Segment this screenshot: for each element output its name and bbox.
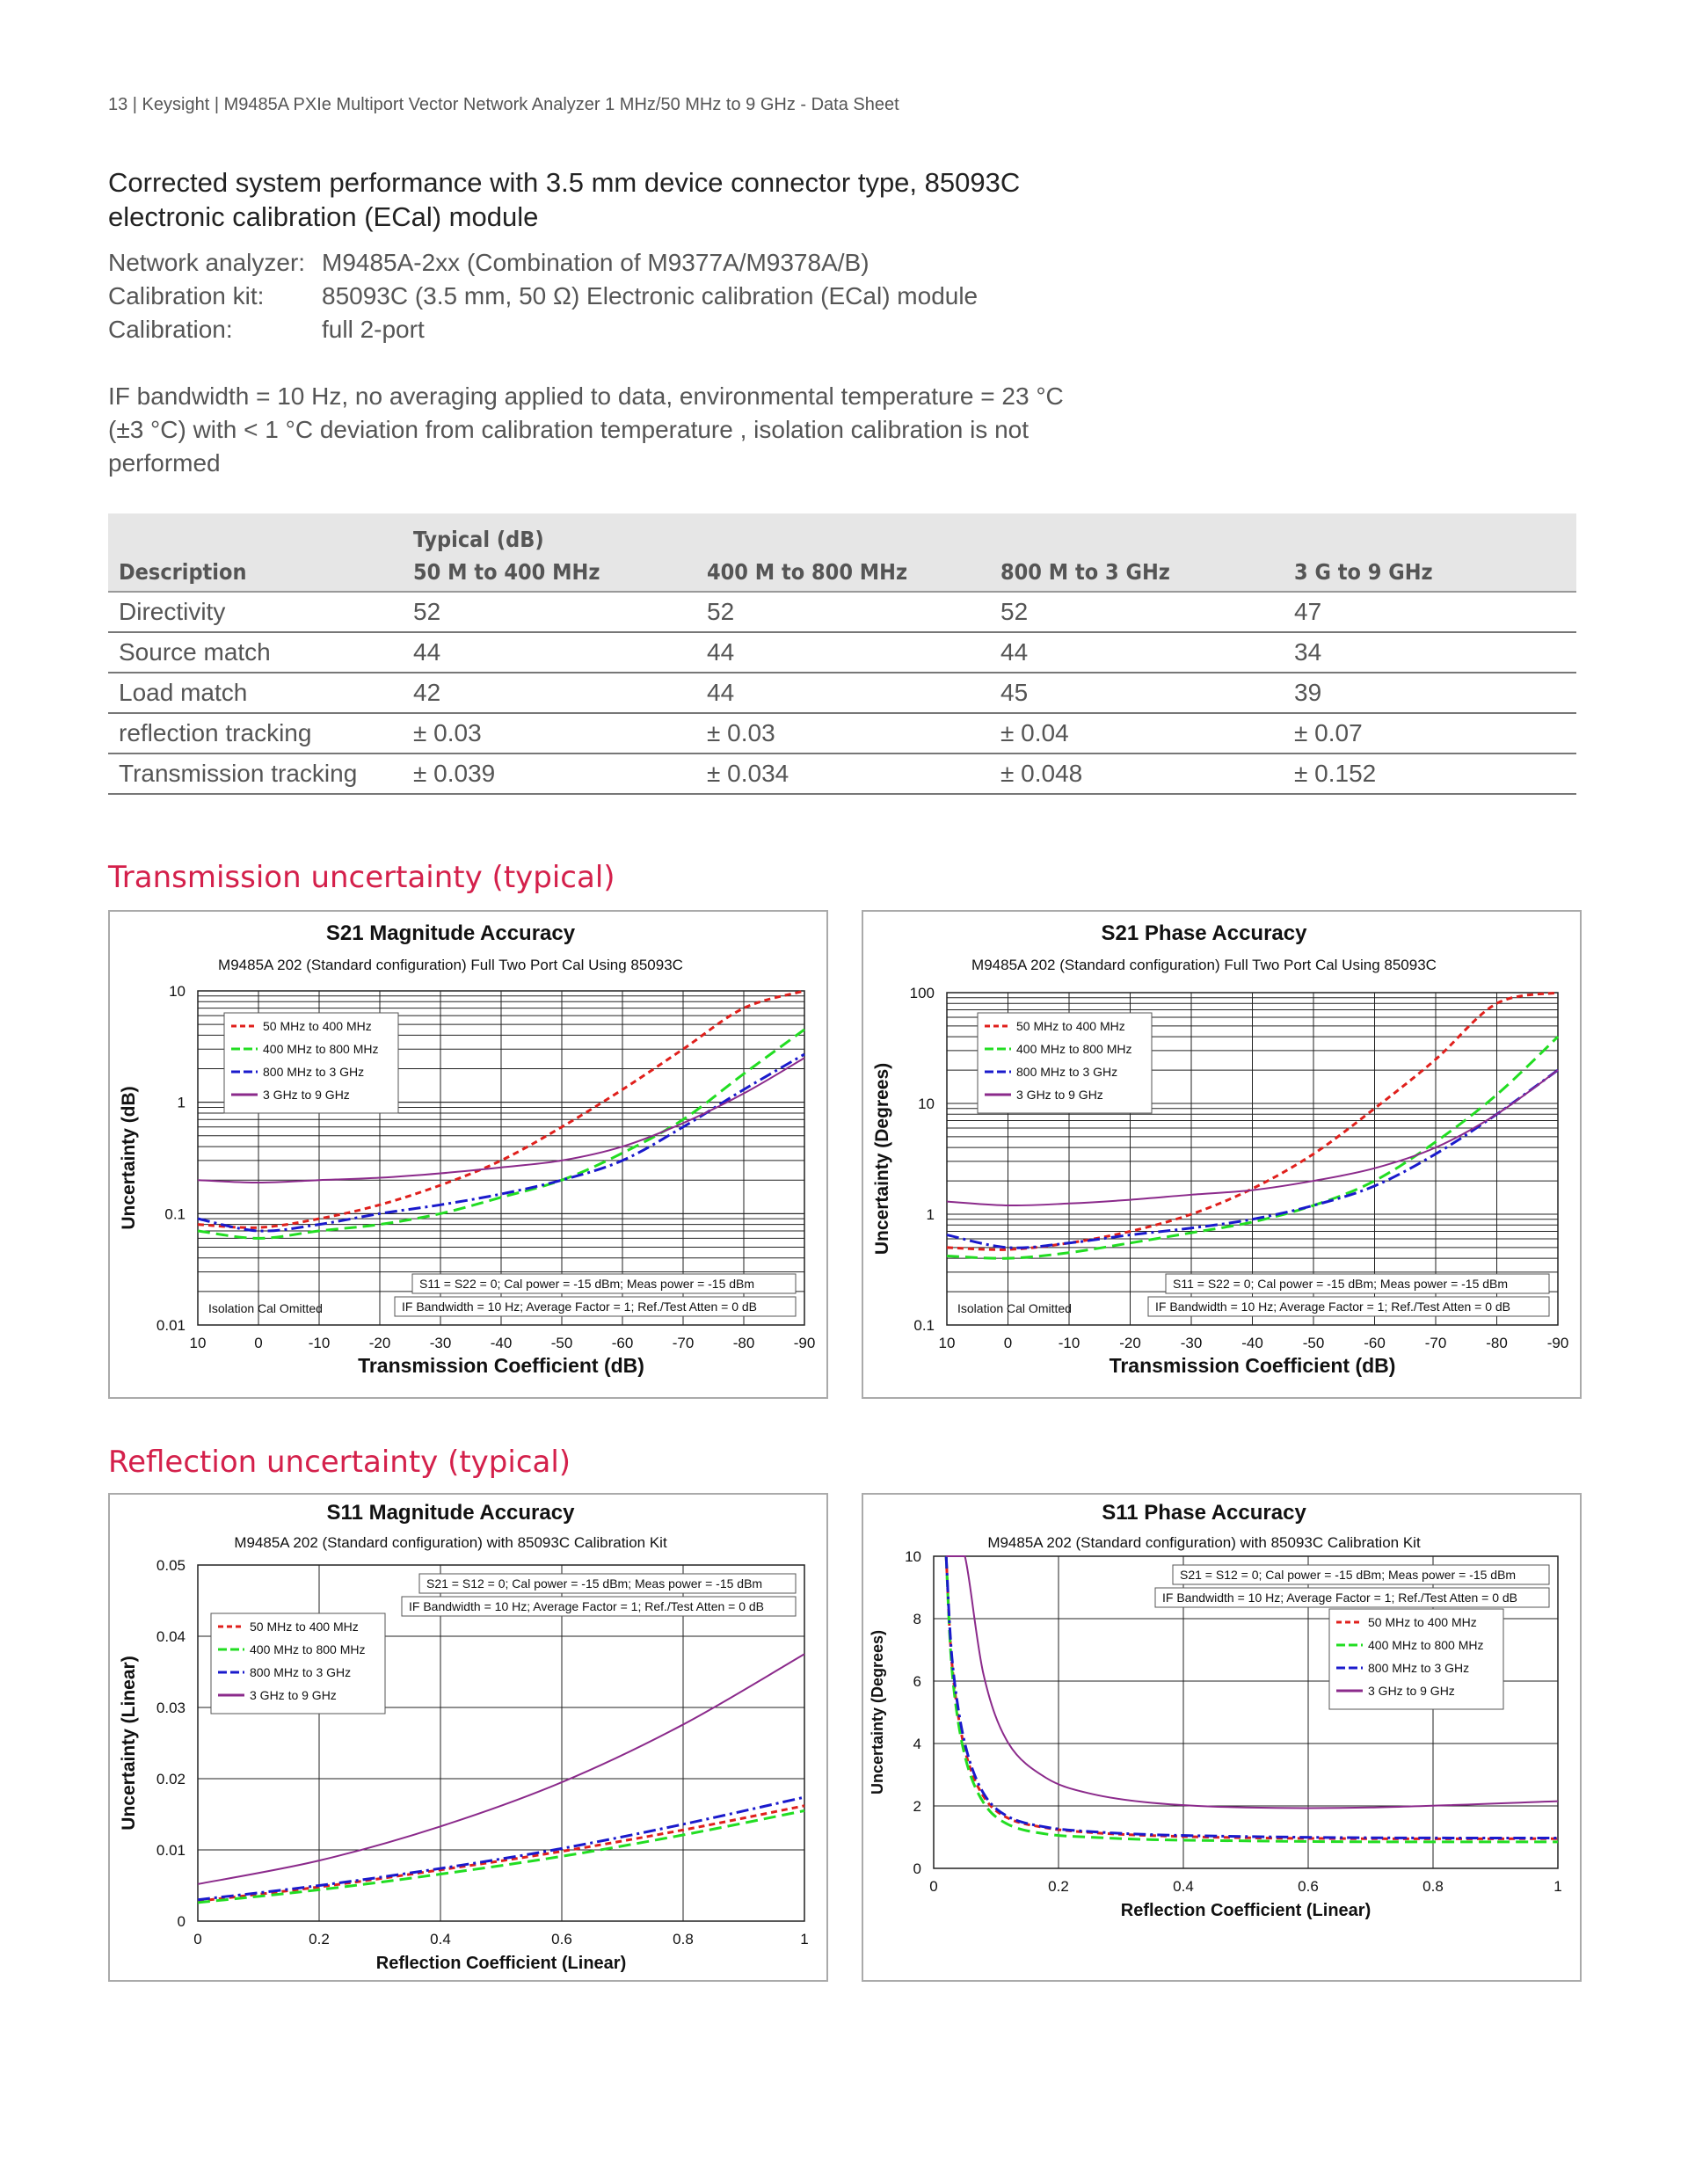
x-tick-label: 0.2 (1048, 1878, 1069, 1895)
table-header-row (108, 513, 1576, 552)
y-axis-label: Uncertainty (Degrees) (869, 1629, 886, 1795)
legend-label: 400 MHz to 800 MHz (263, 1042, 379, 1056)
legend-label: 50 MHz to 400 MHz (263, 1019, 372, 1033)
table-cell: Transmission tracking (108, 753, 403, 794)
chart-title: S11 Phase Accuracy (1102, 1501, 1306, 1525)
x-tick-label: 0 (1003, 1335, 1013, 1351)
x-tick-label: -70 (1424, 1335, 1447, 1351)
note-text: IF Bandwidth = 10 Hz; Average Factor = 1; Ref./Test Atten = 0 dB (409, 1599, 765, 1613)
table-cell: ± 0.152 (1284, 753, 1576, 794)
legend-label: 800 MHz to 3 GHz (263, 1065, 365, 1079)
legend-label: 50 MHz to 400 MHz (1368, 1615, 1477, 1629)
chart-subtitle: M9485A 202 (Standard configuration) Full Two Port Cal Using 85093C (971, 957, 1437, 973)
table-cell: 44 (696, 632, 990, 673)
x-tick-label: 1 (1553, 1878, 1562, 1895)
chart-s21-phase (862, 910, 1582, 1399)
x-tick-label: -80 (1486, 1335, 1508, 1351)
table-row (108, 592, 1576, 632)
conditions-paragraph: IF bandwidth = 10 Hz, no averaging applied to data, environmental temperature = 23 °C (±3 °C) with < 1 °C deviation from calibration temperature , isolation calibration is not performed (108, 382, 1064, 477)
note-text: S11 = S22 = 0; Cal power = -15 dBm; Meas power = -15 dBm (419, 1277, 755, 1291)
table-cell: ± 0.03 (696, 713, 990, 753)
legend-label: 50 MHz to 400 MHz (1016, 1019, 1125, 1033)
x-axis-label: Transmission Coefficient (dB) (358, 1354, 644, 1377)
y-tick-label: 1 (926, 1206, 935, 1223)
y-tick-label: 0.01 (156, 1317, 186, 1334)
setup-label: Calibration: (108, 316, 233, 343)
section-heading-reflection: Reflection uncertainty (typical) (108, 1445, 571, 1480)
chart-svg (110, 912, 826, 1397)
table-cell: 52 (990, 592, 1284, 632)
legend-label: 400 MHz to 800 MHz (250, 1642, 366, 1656)
y-tick-label: 0.1 (913, 1317, 935, 1334)
y-tick-label: 10 (918, 1096, 935, 1112)
chart-title: S21 Magnitude Accuracy (325, 921, 576, 945)
y-tick-label: 0.1 (164, 1205, 186, 1223)
y-tick-label: 0.04 (156, 1628, 186, 1645)
table-header-cell: Description (108, 552, 403, 592)
series-line (198, 1797, 804, 1900)
y-axis-label: Uncertainty (dB) (119, 1086, 139, 1230)
y-tick-label: 100 (909, 985, 935, 1001)
setup-row-calkit (108, 280, 978, 313)
setup-value: full 2-port (322, 316, 425, 343)
table-header-cell: 400 M to 800 MHz (696, 552, 990, 592)
x-tick-label: 0.6 (551, 1931, 572, 1947)
y-tick-label: 8 (913, 1611, 921, 1627)
legend-label: 3 GHz to 9 GHz (1016, 1088, 1103, 1102)
y-tick-label: 0.02 (156, 1771, 186, 1787)
x-tick-label: -10 (308, 1335, 331, 1351)
table-cell: ± 0.04 (990, 713, 1284, 753)
x-tick-label: -30 (1180, 1335, 1203, 1351)
setup-label: Calibration kit: (108, 282, 265, 309)
table-cell: 52 (696, 592, 990, 632)
x-axis-label: Reflection Coefficient (Linear) (1120, 1901, 1372, 1920)
table-cell: ± 0.034 (696, 753, 990, 794)
note-text: Isolation Cal Omitted (208, 1301, 323, 1315)
chart-s11-phase (862, 1493, 1582, 1982)
page-header: 13 | Keysight | M9485A PXIe Multiport Vector Network Analyzer 1 MHz/50 MHz to 9 GHz - Data Sheet (108, 95, 899, 114)
x-tick-label: 0 (193, 1931, 202, 1947)
x-tick-label: -60 (1364, 1335, 1386, 1351)
setup-row-analyzer (108, 246, 978, 280)
setup-row-calibration (108, 313, 978, 346)
x-tick-label: -80 (732, 1335, 755, 1351)
x-tick-label: 10 (938, 1335, 956, 1351)
setup-value: 85093C (3.5 mm, 50 Ω) Electronic calibration (ECal) module (322, 282, 979, 309)
y-tick-label: 0.01 (156, 1842, 186, 1859)
table-cell: ± 0.048 (990, 753, 1284, 794)
note-text: S21 = S12 = 0; Cal power = -15 dBm; Meas power = -15 dBm (1180, 1568, 1517, 1582)
x-tick-label: -40 (1241, 1335, 1263, 1351)
x-tick-label: -50 (1302, 1335, 1325, 1351)
table-header-row (108, 552, 1576, 592)
legend-label: 3 GHz to 9 GHz (263, 1088, 350, 1102)
legend-label: 400 MHz to 800 MHz (1368, 1638, 1484, 1652)
chart-s21-magnitude (108, 910, 828, 1399)
note-text: S21 = S12 = 0; Cal power = -15 dBm; Meas power = -15 dBm (426, 1576, 763, 1591)
legend-label: 800 MHz to 3 GHz (1368, 1661, 1470, 1675)
note-text: S11 = S22 = 0; Cal power = -15 dBm; Meas power = -15 dBm (1173, 1277, 1509, 1291)
note-text: IF Bandwidth = 10 Hz; Average Factor = 1; Ref./Test Atten = 0 dB (402, 1299, 758, 1314)
table-cell: 52 (403, 592, 696, 632)
table-cell: 44 (990, 632, 1284, 673)
y-tick-label: 0 (913, 1860, 921, 1877)
table-header-cell: 3 G to 9 GHz (1284, 552, 1576, 592)
y-axis-label: Uncertainty (Linear) (119, 1656, 139, 1831)
x-tick-label: -30 (429, 1335, 452, 1351)
table-row (108, 753, 1576, 794)
chart-title: S21 Phase Accuracy (1101, 921, 1307, 945)
y-tick-label: 10 (169, 983, 186, 1000)
x-tick-label: 0.8 (673, 1931, 694, 1947)
legend-label: 800 MHz to 3 GHz (1016, 1065, 1118, 1079)
x-tick-label: 0.8 (1422, 1878, 1444, 1895)
legend-label: 50 MHz to 400 MHz (250, 1620, 359, 1634)
chart-svg (863, 1495, 1580, 1980)
x-tick-label: 10 (189, 1335, 207, 1351)
table-row (108, 713, 1576, 753)
x-tick-label: 0 (254, 1335, 263, 1351)
x-tick-label: 1 (800, 1931, 809, 1947)
table-cell: ± 0.03 (403, 713, 696, 753)
x-tick-label: -20 (368, 1335, 391, 1351)
chart-subtitle: M9485A 202 (Standard configuration) Full Two Port Cal Using 85093C (218, 957, 683, 973)
setup-label: Network analyzer: (108, 249, 306, 276)
table-row (108, 632, 1576, 673)
y-tick-label: 2 (913, 1798, 921, 1815)
table-cell: Load match (108, 673, 403, 713)
setup-value: M9485A-2xx (Combination of M9377A/M9378A/B) (322, 249, 869, 276)
y-tick-label: 0.03 (156, 1700, 186, 1716)
x-axis-label: Transmission Coefficient (dB) (1109, 1354, 1396, 1377)
table-cell: ± 0.039 (403, 753, 696, 794)
table-cell: 42 (403, 673, 696, 713)
performance-table (108, 513, 1576, 795)
typical-label: Typical (dB) (403, 513, 1576, 552)
legend-label: 800 MHz to 3 GHz (250, 1665, 352, 1679)
x-axis-label: Reflection Coefficient (Linear) (375, 1954, 627, 1973)
legend-label: 3 GHz to 9 GHz (1368, 1684, 1455, 1698)
y-tick-label: 0 (177, 1913, 186, 1930)
y-tick-label: 0.05 (156, 1557, 186, 1574)
series-line (198, 1806, 804, 1902)
x-tick-label: -20 (1119, 1335, 1141, 1351)
page-title: Corrected system performance with 3.5 mm device connector type, 85093C electronic calibration (ECal) module (108, 167, 1021, 232)
table-cell: Directivity (108, 592, 403, 632)
x-tick-label: -90 (1546, 1335, 1569, 1351)
table-cell: 45 (990, 673, 1284, 713)
x-tick-label: -10 (1058, 1335, 1080, 1351)
y-tick-label: 6 (913, 1673, 921, 1690)
x-tick-label: -40 (490, 1335, 513, 1351)
chart-svg (110, 1495, 826, 1980)
table-cell: Source match (108, 632, 403, 673)
x-tick-label: 0.4 (1173, 1878, 1194, 1895)
x-tick-label: -70 (672, 1335, 695, 1351)
section-heading-transmission: Transmission uncertainty (typical) (108, 860, 615, 895)
x-tick-label: 0.4 (430, 1931, 451, 1947)
x-tick-label: -90 (793, 1335, 816, 1351)
table-cell: reflection tracking (108, 713, 403, 753)
chart-title: S11 Magnitude Accuracy (326, 1501, 575, 1525)
x-tick-label: -50 (550, 1335, 573, 1351)
table-header-cell: 50 M to 400 MHz (403, 552, 696, 592)
note-text: Isolation Cal Omitted (957, 1301, 1072, 1315)
y-tick-label: 10 (905, 1548, 921, 1565)
x-tick-label: 0.6 (1298, 1878, 1319, 1895)
note-text: IF Bandwidth = 10 Hz; Average Factor = 1; Ref./Test Atten = 0 dB (1155, 1299, 1511, 1314)
table-cell: 44 (696, 673, 990, 713)
table-cell: ± 0.07 (1284, 713, 1576, 753)
x-tick-label: 0.2 (309, 1931, 330, 1947)
y-tick-label: 1 (177, 1094, 186, 1111)
table-cell: 47 (1284, 592, 1576, 632)
chart-subtitle: M9485A 202 (Standard configuration) with 85093C Calibration Kit (987, 1534, 1421, 1551)
chart-subtitle: M9485A 202 (Standard configuration) with 85093C Calibration Kit (234, 1534, 667, 1551)
legend-label: 400 MHz to 800 MHz (1016, 1042, 1132, 1056)
legend-label: 3 GHz to 9 GHz (250, 1688, 337, 1702)
chart-s11-magnitude (108, 1493, 828, 1982)
y-axis-label: Uncertainty (Degrees) (872, 1062, 892, 1256)
setup-list (108, 246, 978, 346)
chart-svg (863, 912, 1580, 1397)
x-tick-label: -60 (611, 1335, 634, 1351)
y-tick-label: 4 (913, 1736, 921, 1752)
table-header-cell: 800 M to 3 GHz (990, 552, 1284, 592)
table-cell: 39 (1284, 673, 1576, 713)
table-row (108, 673, 1576, 713)
x-tick-label: 0 (929, 1878, 938, 1895)
table-cell: 44 (403, 632, 696, 673)
table-header-cell (108, 513, 403, 552)
table-cell: 34 (1284, 632, 1576, 673)
note-text: IF Bandwidth = 10 Hz; Average Factor = 1; Ref./Test Atten = 0 dB (1162, 1591, 1518, 1605)
